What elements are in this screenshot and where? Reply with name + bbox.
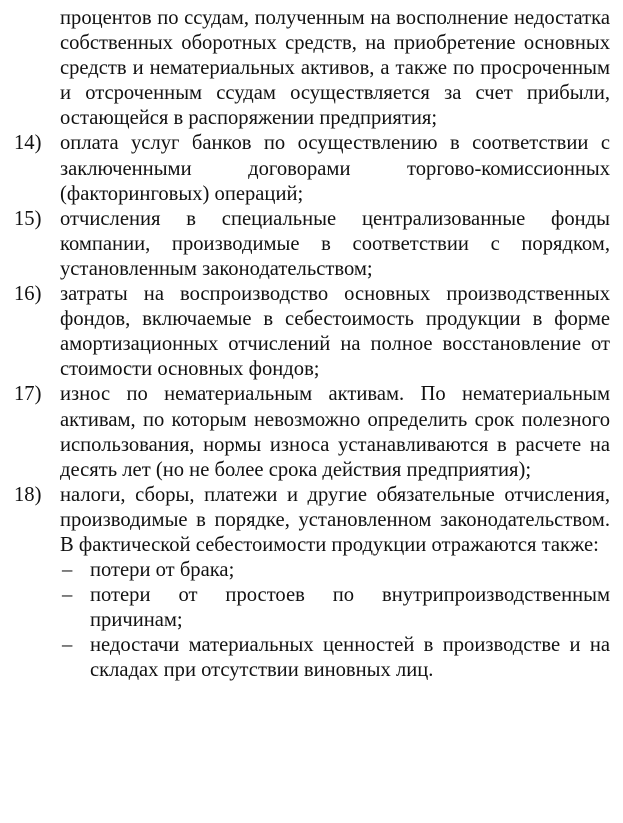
sub-item-text: потери от брака; <box>90 559 235 582</box>
item-number: 14) <box>14 132 42 155</box>
dash-marker: – <box>62 634 73 657</box>
list-item-16 <box>14 282 610 382</box>
item-text: затраты на воспроизводство основных производственных фондов, включаемые в себестоимость продукции в форме амортизационных отчислений на полное восстановление от стоимости основных фондов; <box>60 283 610 381</box>
item-text: отчисления в специальные централизованные фонды компании, производимые в соответствии с порядком, установленным законодательством; <box>60 207 610 280</box>
list-item-18 <box>14 483 610 558</box>
item-text: износ по нематериальным активам. По нематериальным активам, по которым невозможно определить срок полезного использования, нормы износа устанавливаются в расчете на десять лет (но не более срока действия предприятия); <box>60 383 610 481</box>
sub-list-item <box>62 633 610 683</box>
item-number: 15) <box>14 207 42 230</box>
sub-list-item <box>62 558 610 583</box>
continuation-paragraph: процентов по ссудам, полученным на восполнение недостатка собственных оборотных средств, на приобретение основных средств и нематериальных активов, а также по просроченным и отсроченным ссудам осуществляется за счет прибыли, остающейся в распоряжении предприятия; <box>60 7 610 130</box>
item-number: 17) <box>14 383 42 406</box>
document-page <box>14 6 610 684</box>
list-item-15 <box>14 207 610 282</box>
dash-marker: – <box>62 584 73 607</box>
item-number: 16) <box>14 283 42 306</box>
sub-item-text: потери от простоев по внутрипроизводственным причинам; <box>90 584 610 632</box>
item-text: оплата услуг банков по осуществлению в соответствии с заключенными договорами торгово-комиссионных (факторинговых) операций; <box>60 132 610 205</box>
list-item-17 <box>14 382 610 482</box>
sub-list-item <box>62 583 610 633</box>
list-item-14 <box>14 131 610 206</box>
item-number: 18) <box>14 483 42 506</box>
item-text: налоги, сборы, платежи и другие обязательные отчисления, производимые в порядке, установленном законодательством. В фактической себестоимости продукции отражаются также: <box>60 483 610 556</box>
dash-marker: – <box>62 559 73 582</box>
sub-item-text: недостачи материальных ценностей в производстве и на складах при отсутствии виновных лиц. <box>90 634 610 682</box>
sub-list <box>14 558 610 683</box>
